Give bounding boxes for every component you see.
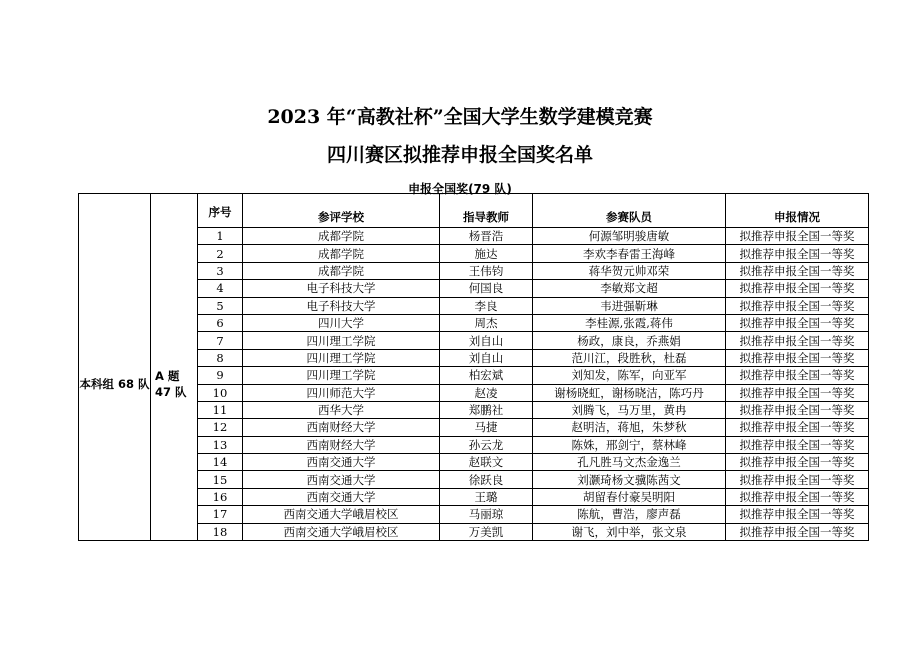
row-school: 西南交通大学峨眉校区 <box>243 506 440 523</box>
row-advisor: 何国良 <box>440 280 533 297</box>
row-status: 拟推荐申报全国一等奖 <box>726 488 869 505</box>
row-school: 电子科技大学 <box>243 297 440 314</box>
row-school: 西南交通大学峨眉校区 <box>243 523 440 540</box>
table-row <box>79 506 869 523</box>
row-school: 西南交通大学 <box>243 454 440 471</box>
row-advisor: 孙云龙 <box>440 436 533 453</box>
row-seq: 14 <box>198 454 243 471</box>
header-status: 申报情况 <box>726 194 869 228</box>
row-seq: 1 <box>198 228 243 245</box>
row-school: 四川师范大学 <box>243 384 440 401</box>
group-header-cell <box>79 194 151 228</box>
row-status: 拟推荐申报全国一等奖 <box>726 419 869 436</box>
document-subtitle: 四川赛区拟推荐申报全国奖名单 <box>326 144 593 166</box>
row-seq: 8 <box>198 349 243 366</box>
row-school: 成都学院 <box>243 262 440 279</box>
row-status: 拟推荐申报全国一等奖 <box>726 523 869 540</box>
row-members: 谢杨晓虹，谢杨晓洁，陈巧丹 <box>533 384 726 401</box>
row-status: 拟推荐申报全国一等奖 <box>726 471 869 488</box>
problem-header-cell <box>151 194 198 228</box>
row-members: 陈姝，邢剑宁，蔡林峰 <box>533 436 726 453</box>
row-status: 拟推荐申报全国一等奖 <box>726 436 869 453</box>
row-members: 陈航，曹浩，廖声磊 <box>533 506 726 523</box>
header-school: 参评学校 <box>243 194 440 228</box>
table-row <box>79 488 869 505</box>
table-row <box>79 245 869 262</box>
row-status: 拟推荐申报全国一等奖 <box>726 384 869 401</box>
table-row <box>79 454 869 471</box>
row-seq: 12 <box>198 419 243 436</box>
row-seq: 13 <box>198 436 243 453</box>
row-status: 拟推荐申报全国一等奖 <box>726 506 869 523</box>
table-caption: 申报全国奖(79 队) <box>408 182 512 196</box>
table-row <box>79 349 869 366</box>
row-members: 李敏郑文超 <box>533 280 726 297</box>
row-school: 成都学院 <box>243 228 440 245</box>
row-school: 四川理工学院 <box>243 332 440 349</box>
row-seq: 16 <box>198 488 243 505</box>
row-members: 孔凡胜马文杰金逸兰 <box>533 454 726 471</box>
row-advisor: 李良 <box>440 297 533 314</box>
header-row <box>79 194 869 228</box>
row-school: 西南交通大学 <box>243 471 440 488</box>
row-advisor: 马捷 <box>440 419 533 436</box>
row-school: 四川大学 <box>243 314 440 331</box>
row-members: 刘灏琦杨文骥陈茜文 <box>533 471 726 488</box>
table-row <box>79 436 869 453</box>
row-seq: 7 <box>198 332 243 349</box>
row-status: 拟推荐申报全国一等奖 <box>726 280 869 297</box>
row-members: 刘腾飞，马万里，黄冉 <box>533 401 726 418</box>
row-status: 拟推荐申报全国一等奖 <box>726 454 869 471</box>
row-status: 拟推荐申报全国一等奖 <box>726 314 869 331</box>
header-members: 参赛队员 <box>533 194 726 228</box>
row-advisor: 王伟钧 <box>440 262 533 279</box>
row-seq: 6 <box>198 314 243 331</box>
row-seq: 11 <box>198 401 243 418</box>
row-members: 李欢李春雷王海峰 <box>533 245 726 262</box>
row-school: 成都学院 <box>243 245 440 262</box>
row-seq: 5 <box>198 297 243 314</box>
row-members: 韦进强靳琳 <box>533 297 726 314</box>
row-advisor: 万美凯 <box>440 523 533 540</box>
row-members: 胡留春付豪吴明阳 <box>533 488 726 505</box>
row-members: 刘知发，陈军，向亚军 <box>533 367 726 384</box>
row-members: 蒋华贺元帅邓荣 <box>533 262 726 279</box>
row-seq: 9 <box>198 367 243 384</box>
row-members: 李桂源,张霞,蒋伟 <box>533 314 726 331</box>
row-seq: 2 <box>198 245 243 262</box>
row-status: 拟推荐申报全国一等奖 <box>726 228 869 245</box>
row-members: 杨政，康良，乔燕娟 <box>533 332 726 349</box>
table-row <box>79 332 869 349</box>
row-advisor: 王璐 <box>440 488 533 505</box>
header-seq: 序号 <box>198 194 243 228</box>
row-seq: 17 <box>198 506 243 523</box>
row-advisor: 刘自山 <box>440 332 533 349</box>
row-status: 拟推荐申报全国一等奖 <box>726 401 869 418</box>
row-status: 拟推荐申报全国一等奖 <box>726 349 869 366</box>
row-advisor: 杨晋浩 <box>440 228 533 245</box>
row-advisor: 施达 <box>440 245 533 262</box>
row-status: 拟推荐申报全国一等奖 <box>726 367 869 384</box>
table-row <box>79 280 869 297</box>
row-members: 谢飞，刘中举，张文泉 <box>533 523 726 540</box>
row-school: 西南交通大学 <box>243 488 440 505</box>
row-advisor: 郑鹏社 <box>440 401 533 418</box>
row-seq: 4 <box>198 280 243 297</box>
award-table <box>78 193 869 541</box>
table-row <box>79 523 869 540</box>
row-seq: 10 <box>198 384 243 401</box>
table-row <box>79 419 869 436</box>
table-row <box>79 384 869 401</box>
row-school: 四川理工学院 <box>243 349 440 366</box>
table-row <box>79 471 869 488</box>
row-status: 拟推荐申报全国一等奖 <box>726 245 869 262</box>
row-school: 四川理工学院 <box>243 367 440 384</box>
row-seq: 3 <box>198 262 243 279</box>
row-status: 拟推荐申报全国一等奖 <box>726 332 869 349</box>
problem-label: A 题 47 队 <box>151 228 198 541</box>
table-row <box>79 262 869 279</box>
row-advisor: 柏宏斌 <box>440 367 533 384</box>
table-row <box>79 367 869 384</box>
row-school: 西南财经大学 <box>243 436 440 453</box>
row-advisor: 刘自山 <box>440 349 533 366</box>
document-title: 2023 年“高教社杯”全国大学生数学建模竞赛 <box>267 106 653 128</box>
row-members: 范川江，段胜秋，杜磊 <box>533 349 726 366</box>
table-row <box>79 228 869 245</box>
row-status: 拟推荐申报全国一等奖 <box>726 297 869 314</box>
table-row <box>79 297 869 314</box>
group-label: 本科组 68 队 <box>79 228 151 541</box>
row-school: 西华大学 <box>243 401 440 418</box>
row-advisor: 马丽琼 <box>440 506 533 523</box>
row-school: 电子科技大学 <box>243 280 440 297</box>
row-members: 赵明洁，蒋旭，朱梦秋 <box>533 419 726 436</box>
table-row <box>79 314 869 331</box>
row-advisor: 赵联文 <box>440 454 533 471</box>
row-seq: 15 <box>198 471 243 488</box>
row-status: 拟推荐申报全国一等奖 <box>726 262 869 279</box>
row-school: 西南财经大学 <box>243 419 440 436</box>
row-advisor: 赵凌 <box>440 384 533 401</box>
row-advisor: 徐跃良 <box>440 471 533 488</box>
header-advisor: 指导教师 <box>440 194 533 228</box>
row-members: 何源邹明骏唐敏 <box>533 228 726 245</box>
table-row <box>79 401 869 418</box>
row-seq: 18 <box>198 523 243 540</box>
row-advisor: 周杰 <box>440 314 533 331</box>
